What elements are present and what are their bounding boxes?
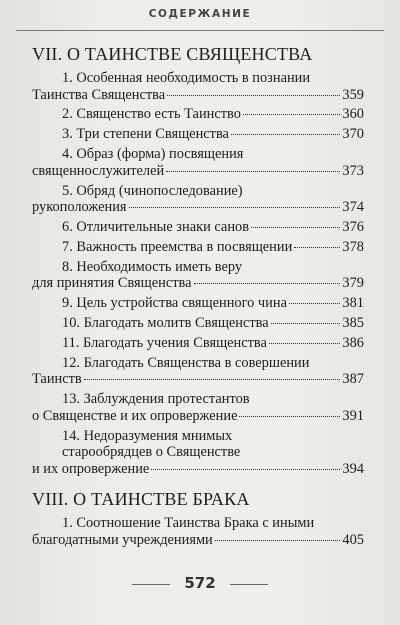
page-ref: 391: [342, 407, 364, 424]
dot-leader: [129, 207, 341, 208]
dot-leader: [194, 283, 341, 284]
toc-entry: [32, 259, 364, 292]
entry-title-continued: благодатными учреждениями: [32, 531, 213, 548]
page-ref: 370: [342, 126, 364, 143]
page-ref: 386: [342, 334, 364, 351]
page-ref: 378: [342, 238, 364, 255]
page-ref: 394: [342, 460, 364, 477]
toc-entry: [32, 106, 364, 123]
page-ref: 405: [342, 531, 364, 548]
toc-entry: [32, 428, 364, 478]
dot-leader: [231, 134, 340, 135]
dot-leader: [294, 247, 340, 248]
entry-title-continued: о Священстве и их опровержение: [32, 407, 238, 424]
entry-title: 12. Благодать Священства в совершении: [62, 354, 310, 371]
entry-title: 10. Благодать молитв Священства: [62, 315, 269, 332]
toc-entry: [32, 391, 364, 424]
page-ref: 387: [342, 371, 364, 388]
dot-leader: [167, 95, 340, 96]
footer-rule-right: [230, 584, 268, 585]
dot-leader: [151, 469, 340, 470]
entry-title-continued: и их опровержение: [32, 460, 150, 477]
dot-leader: [271, 323, 341, 324]
toc-entry: [32, 515, 364, 548]
page-footer: [0, 574, 400, 593]
toc-entry: [32, 219, 364, 236]
toc-entry: [32, 239, 364, 256]
entry-title: 13. Заблуждения протестантов: [62, 391, 250, 408]
toc-entry: [32, 295, 364, 312]
dot-leader: [239, 416, 340, 417]
page-ref: 381: [342, 295, 364, 312]
entry-title-continued: Таинств: [32, 371, 82, 388]
page-ref: 376: [342, 218, 364, 235]
page-ref: 359: [342, 86, 364, 103]
dot-leader: [289, 303, 340, 304]
toc-entry: [32, 126, 364, 143]
entry-title: 1. Соотношение Таинства Брака с иными: [62, 515, 315, 532]
toc-entry: [32, 315, 364, 332]
dot-leader: [84, 379, 341, 380]
entry-title: 14. Недоразумения мнимых: [62, 427, 233, 444]
entry-title: 6. Отличительные знаки санов: [62, 218, 250, 235]
footer-rule-left: [132, 584, 170, 585]
header-rule: [16, 30, 384, 31]
entry-title-continued: священнослужителей: [32, 162, 165, 179]
dot-leader: [215, 540, 341, 541]
section-title: VIII. О ТАИНСТВЕ БРАКА: [32, 489, 250, 510]
dot-leader: [166, 171, 340, 172]
dot-leader: [243, 114, 340, 115]
page-ref: 373: [342, 162, 364, 179]
entry-title: 11. Благодать учения Священства: [62, 334, 267, 351]
entry-title: 1. Особенная необходимость в познании: [62, 70, 311, 86]
entry-title: 8. Необходимость иметь веру: [62, 258, 243, 275]
running-head: СОДЕРЖАНИЕ: [148, 8, 252, 20]
entry-title: 2. Священство есть Таинство: [62, 106, 241, 123]
entry-title: 9. Цель устройства священного чина: [62, 295, 287, 312]
toc-entry: [32, 146, 364, 179]
entry-title-continued: для принятия Священства: [32, 275, 192, 292]
entry-title-continued: рукоположения: [32, 199, 127, 216]
entry-title: 5. Обряд (чинопоследование): [62, 182, 243, 199]
section-title: VII. О ТАИНСТВЕ СВЯЩЕНСТВА: [32, 44, 313, 64]
dot-leader: [251, 227, 340, 228]
dot-leader: [269, 343, 341, 344]
page-ref: 379: [342, 275, 364, 292]
entry-title-continued: старообрядцев о Священстве: [62, 444, 241, 461]
toc-entry: [32, 355, 364, 388]
toc-entry: [32, 183, 364, 216]
page-number: 572: [184, 574, 216, 592]
toc-entry: [32, 70, 364, 103]
toc-entry: [32, 335, 364, 352]
page-ref: 385: [342, 315, 364, 332]
page-ref: 374: [342, 199, 364, 216]
table-of-contents: [32, 44, 364, 551]
entry-title-continued: Таинства Священства: [32, 86, 166, 103]
page-ref: 360: [342, 106, 364, 123]
entry-title: 4. Образ (форма) посвящения: [62, 146, 244, 163]
entry-title: 7. Важность преемства в посвящении: [62, 238, 293, 255]
entry-title: 3. Три степени Священства: [62, 126, 229, 143]
